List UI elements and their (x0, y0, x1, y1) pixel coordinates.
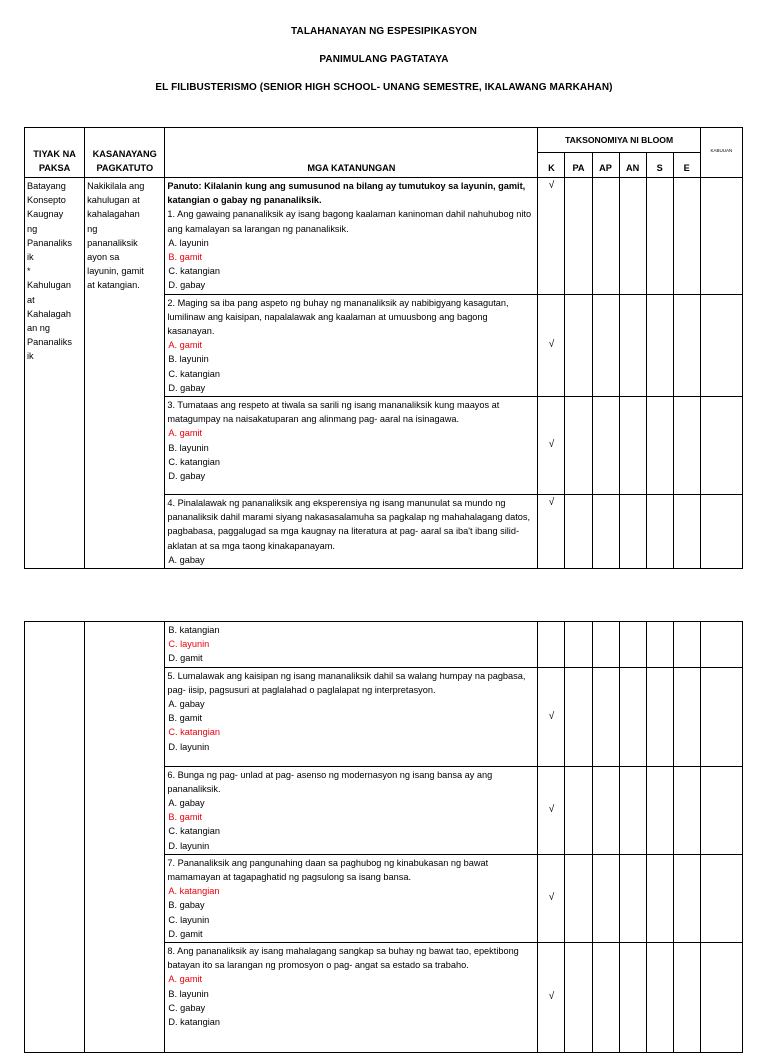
kabuuan-cell (700, 622, 742, 668)
kabuuan-cell (700, 667, 742, 766)
question-8-option-b: B. layunin (168, 988, 209, 999)
bloom-cell (673, 397, 700, 495)
question-8-option-d: D. katangian (168, 1017, 220, 1028)
question-8-text: 8. Ang pananaliksik ay isang mahalagang sangkap sa buhay ng bawat tao, epektibong batayan ito sa larangan ng promosyon o pag- angat sa estado sa trabaho. (167, 946, 519, 971)
question-3-option-d: D. gabay (168, 471, 206, 482)
bloom-cell (646, 943, 673, 1053)
paksa-line: Kahalagah (27, 308, 71, 319)
paksa-line: ik (27, 252, 34, 263)
bloom-cell (565, 397, 592, 495)
question-3-text: 3. Tumataas ang respeto at tiwala sa sarili ng isang mananaliksik kung maayos at matagumpay na naisakatuparan ang alinmang pag- aaral na isinagawa. (167, 400, 500, 425)
bloom-cell (619, 397, 646, 495)
bloom-cell (538, 622, 565, 668)
kasanayan-line: layunin, gamit (87, 266, 144, 277)
kabuuan-cell (700, 943, 742, 1053)
question-1-option-c: C. katangian (168, 266, 220, 277)
bloom-cell (619, 943, 646, 1053)
question-1-check-k: √ (538, 178, 565, 295)
bloom-cell (646, 667, 673, 766)
bloom-cell (619, 495, 646, 569)
question-7-option-a-answer: A. katangian (168, 886, 220, 897)
bloom-cell (565, 943, 592, 1053)
question-3-option-c: C. katangian (168, 456, 220, 467)
bloom-cell (646, 397, 673, 495)
bloom-e: E (673, 153, 700, 178)
bloom-cell (565, 854, 592, 942)
bloom-cell (592, 294, 619, 396)
bloom-cell (619, 854, 646, 942)
header-kasanayang-pagkatuto: KASANAYANG PAGKATUTO (85, 128, 165, 178)
question-1-text: 1. Ang gawaing pananaliksik ay isang bagong kaalaman kaninoman dahil nahuhubog nito ang kamalayan sa larangan ng pananaliksik. (167, 209, 532, 234)
bloom-cell (646, 178, 673, 295)
question-2-option-a-answer: A. gamit (168, 340, 203, 351)
question-7-check-k: √ (538, 854, 565, 942)
bloom-s: S (646, 153, 673, 178)
bloom-cell (673, 943, 700, 1053)
bloom-an: AN (619, 153, 646, 178)
bloom-cell (592, 943, 619, 1053)
question-6-option-d: D. layunin (168, 840, 210, 851)
kabuuan-cell (700, 766, 742, 854)
kabuuan-cell (700, 495, 742, 569)
question-4-check-k: √ (538, 495, 565, 569)
header-mga-katanungan: MGA KATANUNGAN (165, 128, 538, 178)
bloom-cell (565, 178, 592, 295)
question-2-cell (165, 294, 538, 396)
question-2-check-k: √ (538, 294, 565, 396)
tiyak-na-paksa-cell-empty (25, 622, 85, 1053)
bloom-cell (565, 766, 592, 854)
bloom-cell (619, 622, 646, 668)
title-el-filibusterismo: EL FILIBUSTERISMO (SENIOR HIGH SCHOOL- UNANG SEMESTRE, IKALAWANG MARKAHAN) (155, 82, 613, 93)
kasanayan-line: at katangian. (87, 280, 140, 291)
kabuuan-cell (700, 294, 742, 396)
kasanayan-line: kahulugan at (87, 195, 140, 206)
kasanayan-line: pananaliksik (87, 237, 138, 248)
specification-table-page2 (24, 621, 743, 1053)
question-1-option-a: A. layunin (168, 237, 209, 248)
question-8-option-c: C. gabay (168, 1002, 206, 1013)
question-5-option-b: B. gamit (168, 713, 203, 724)
bloom-cell (673, 178, 700, 295)
paksa-line: an ng (27, 323, 50, 334)
header-tiyak-na-paksa: TIYAK NA PAKSA (25, 128, 85, 178)
question-4-option-b: B. katangian (168, 625, 220, 635)
bloom-cell (646, 854, 673, 942)
question-1-option-b-answer: B. gamit (168, 252, 203, 263)
question-5-option-d: D. layunin (168, 741, 210, 752)
question-8-option-a-answer: A. gamit (168, 974, 203, 985)
question-4-continued-cell (165, 622, 538, 668)
bloom-cell (565, 294, 592, 396)
bloom-cell (619, 766, 646, 854)
paksa-line: Kahulugan (27, 280, 71, 291)
question-7-text: 7. Pananaliksik ang pangunahing daan sa paghubog ng kinabukasan ng bawat mamamayan at tagapaghatid ng pagsulong sa isang bansa. (167, 857, 489, 883)
question-2-option-b: B. layunin (168, 354, 209, 365)
header-kabuuan: KABUUAN (700, 128, 742, 178)
question-2-option-d: D. gabay (168, 382, 206, 393)
question-4-option-d: D. gamit (168, 653, 203, 664)
paksa-line: Batayang (27, 181, 66, 191)
question-6-option-c: C. katangian (168, 826, 220, 837)
bloom-cell (592, 178, 619, 295)
bloom-cell (673, 294, 700, 396)
title-talahanayan: TALAHANAYAN NG ESPESIPIKASYON (291, 26, 477, 37)
paksa-line: at (27, 294, 35, 305)
bloom-ap: AP (592, 153, 619, 178)
bloom-cell (565, 495, 592, 569)
question-6-check-k: √ (538, 766, 565, 854)
question-2-text: 2. Maging sa iba pang aspeto ng buhay ng mananaliksik ay nabibigyang kasagutan, lumilinaw ang kaisipan, napalalawak ang kaalaman at umuusbong ang bagong kasanayan. (167, 297, 509, 337)
question-6-option-b-answer: B. gamit (168, 812, 203, 823)
bloom-cell (592, 397, 619, 495)
question-3-option-a-answer: A. gamit (168, 428, 203, 439)
paksa-line: Kaugnay (27, 209, 64, 220)
question-8-check-k: √ (538, 943, 565, 1053)
bloom-cell (592, 495, 619, 569)
bloom-cell (673, 622, 700, 668)
bloom-cell (619, 667, 646, 766)
question-8-cell (165, 943, 538, 1053)
kasanayang-pagkatuto-cell-empty (85, 622, 165, 1053)
kasanayan-line: ng (87, 223, 98, 234)
bloom-cell (592, 854, 619, 942)
question-5-text: 5. Lumalawak ang kaisipan ng isang mananaliksik dahil sa walang humpay na pagbasa, pag- iisip, pagsusuri at paglalahad o paglalapat ng interpretasyon. (167, 670, 526, 695)
question-7-option-c: C. layunin (168, 914, 210, 925)
bloom-cell (619, 178, 646, 295)
question-5-option-c-answer: C. katangian (168, 727, 220, 738)
kasanayang-pagkatuto-cell (85, 178, 165, 569)
kasanayan-line: kahalagahan (87, 209, 140, 220)
kasanayan-line: Nakikilala ang (87, 181, 145, 191)
paksa-line: * (27, 266, 31, 277)
title-panimulang: PANIMULANG PAGTATAYA (319, 54, 449, 65)
bloom-cell (592, 667, 619, 766)
question-3-option-b: B. layunin (168, 442, 209, 453)
question-3-cell (165, 397, 538, 495)
question-6-option-a: A. gabay (168, 798, 205, 809)
bloom-cell (673, 667, 700, 766)
question-5-cell (165, 667, 538, 766)
kabuuan-cell (700, 397, 742, 495)
question-5-option-a: A. gabay (168, 699, 205, 710)
paksa-line: Pananaliks (27, 237, 72, 248)
question-1-cell (165, 178, 538, 295)
question-1-option-d: D. gabay (168, 280, 206, 291)
kasanayan-line: ayon sa (87, 252, 120, 263)
question-4-option-c-answer: C. layunin (168, 639, 210, 650)
bloom-cell (592, 766, 619, 854)
tiyak-na-paksa-cell (25, 178, 85, 569)
bloom-cell (565, 667, 592, 766)
bloom-cell (673, 854, 700, 942)
document-titles (0, 22, 768, 106)
header-taksonomiya-ni-bloom: TAKSONOMIYA NI BLOOM (538, 128, 700, 153)
bloom-cell (619, 294, 646, 396)
bloom-cell (646, 766, 673, 854)
question-6-text: 6. Bunga ng pag- unlad at pag- asenso ng modernasyon ng isang bansa ay ang pananaliksik. (167, 769, 493, 794)
question-5-check-k: √ (538, 667, 565, 766)
question-3-check-k: √ (538, 397, 565, 495)
question-4-text: 4. Pinalalawak ng pananaliksik ang eksperensiya ng isang manunulat sa mundo ng pananaliksik dahil marami siyang nakasasalamuha sa pagkalap ng mahahalagang datos, pagbabasa, paggalugad sa mga kaugnay na literatura at pag- aaral sa iba't ibang silid- aklatan at sa mga taong kinakapanayam. (167, 498, 531, 551)
question-6-cell (165, 766, 538, 854)
bloom-cell (592, 622, 619, 668)
paksa-line: ik (27, 351, 34, 362)
bloom-cell (565, 622, 592, 668)
question-2-option-c: C. katangian (168, 368, 220, 379)
question-4-cell (165, 495, 538, 569)
paksa-line: ng (27, 223, 38, 234)
paksa-line: Pananaliks (27, 337, 72, 348)
question-7-option-b: B. gabay (168, 900, 205, 911)
bloom-pa: PA (565, 153, 592, 178)
question-7-option-d: D. gamit (168, 928, 203, 939)
panuto-instruction: Panuto: Kilalanin kung ang sumusunod na bilang ay tumutukoy sa layunin, gamit, katangian o gabay ng pananaliksik. (167, 181, 526, 206)
bloom-cell (646, 622, 673, 668)
bloom-k: K (538, 153, 565, 178)
paksa-line: Konsepto (27, 195, 66, 206)
bloom-cell (646, 495, 673, 569)
question-4-option-a: A. gabay (168, 554, 205, 565)
specification-table-page1 (24, 127, 743, 569)
bloom-cell (646, 294, 673, 396)
bloom-cell (673, 766, 700, 854)
question-7-cell (165, 854, 538, 942)
kabuuan-cell (700, 178, 742, 295)
bloom-cell (673, 495, 700, 569)
kabuuan-cell (700, 854, 742, 942)
